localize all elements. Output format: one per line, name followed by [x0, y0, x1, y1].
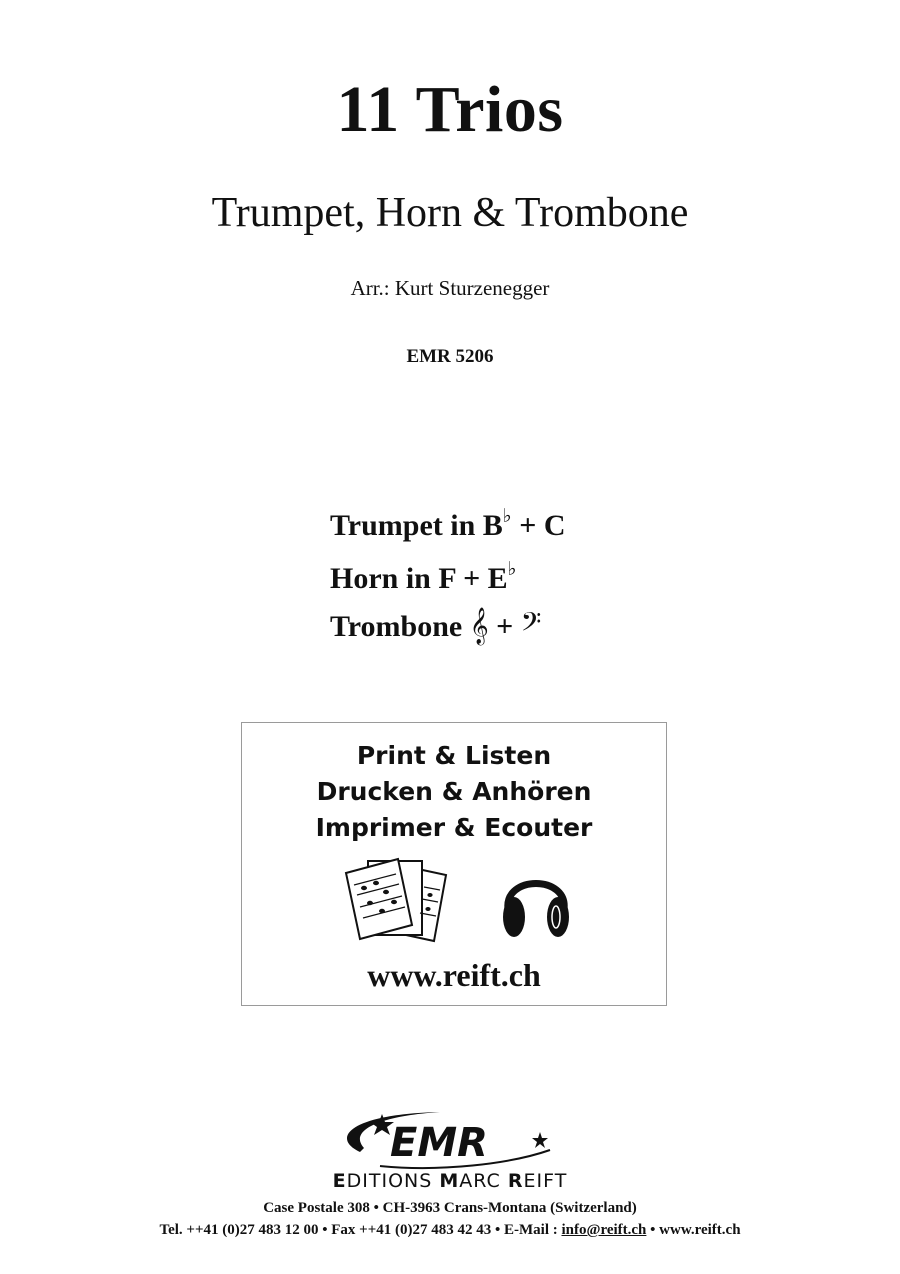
arranger-credit: Arr.: Kurt Sturzenegger: [350, 276, 550, 300]
email-link[interactable]: info@reift.ch: [561, 1222, 647, 1238]
plus-sign: +: [488, 610, 521, 643]
trumpet-label: Trumpet in B: [330, 509, 503, 542]
logo-lettering: EMR: [390, 1120, 488, 1166]
instrument-versions: [330, 496, 730, 650]
horn-version: [330, 549, 730, 602]
trumpet-version: [330, 496, 730, 549]
contact-website[interactable]: • www.reift.ch: [646, 1222, 741, 1238]
catalog-number: EMR 5206: [406, 346, 494, 367]
cover-title: 11 Trios: [336, 73, 564, 146]
promo-line-french: Imprimer & Ecouter: [315, 813, 593, 842]
brand-initial-e: E: [332, 1170, 347, 1192]
publisher-contact: [0, 1220, 900, 1240]
brand-initial-m: M: [439, 1170, 460, 1192]
print-listen-box[interactable]: [241, 722, 667, 1006]
contact-phone-fax: Tel. ++41 (0)27 483 12 00 • Fax ++41 (0)27 483 42 43 • E-Mail :: [159, 1222, 562, 1238]
promo-line-english: Print & Listen: [356, 741, 552, 770]
trombone-version: [330, 602, 730, 650]
promo-website[interactable]: www.reift.ch: [367, 957, 541, 993]
sheet-music-icon: [342, 855, 458, 945]
trumpet-suffix: + C: [511, 509, 566, 542]
headphones-icon: [500, 859, 572, 941]
brand-part: ARC: [459, 1170, 508, 1192]
treble-clef-icon: 𝄞: [469, 606, 489, 644]
brand-part: EIFT: [523, 1170, 568, 1192]
emr-logo: [320, 1108, 560, 1172]
flat-sign: ♭: [507, 559, 517, 580]
flat-sign: ♭: [502, 506, 512, 527]
bass-clef-icon: 𝄢: [520, 606, 542, 644]
brand-initial-r: R: [507, 1170, 524, 1192]
brand-part: DITIONS: [346, 1170, 440, 1192]
promo-icons: [342, 855, 572, 945]
publisher-address: Case Postale 308 • CH-3963 Crans-Montana (Switzerland): [263, 1200, 637, 1216]
horn-label: Horn in F + E: [330, 562, 508, 595]
publisher-name: [0, 1168, 900, 1194]
trombone-label: Trombone: [330, 610, 470, 643]
cover-subtitle: Trumpet, Horn & Trombone: [211, 190, 689, 236]
promo-line-german: Drucken & Anhören: [316, 777, 592, 806]
